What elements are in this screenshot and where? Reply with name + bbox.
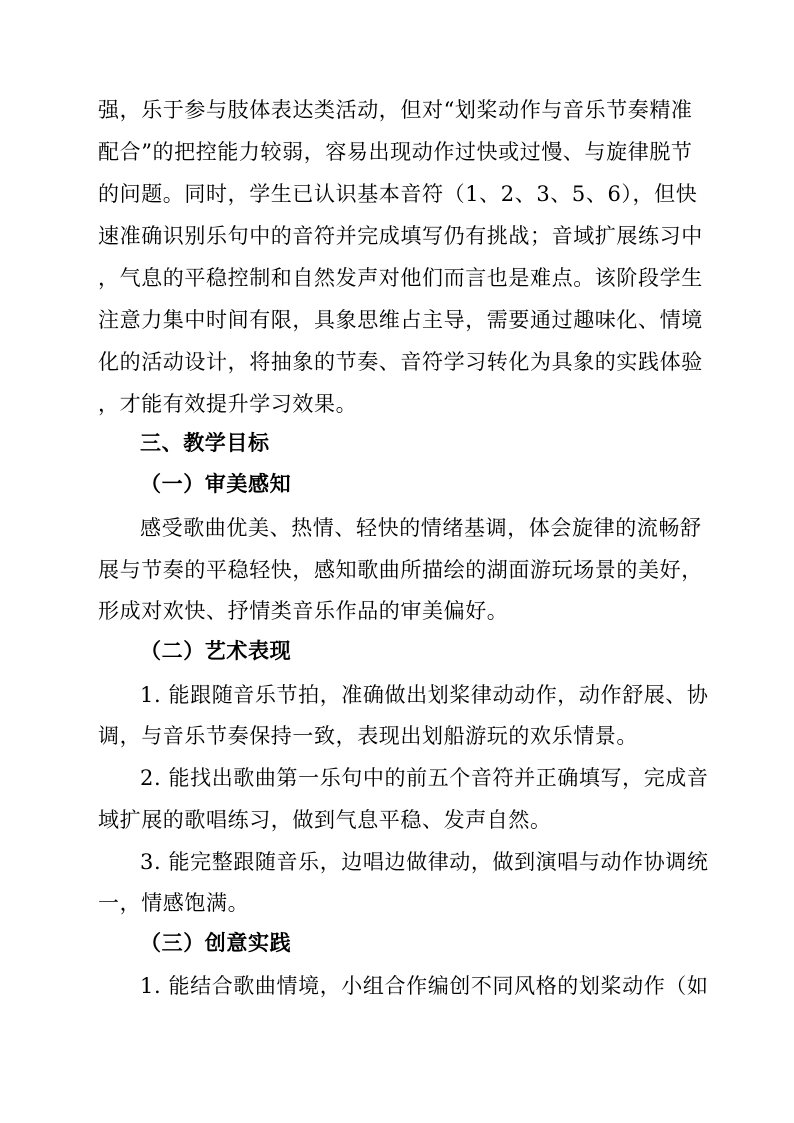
subsection-heading: （三）创意实践 bbox=[140, 931, 292, 955]
paragraph-line: 形成对欢快、抒情类音乐作品的审美偏好。 bbox=[98, 599, 509, 623]
section-heading: 三、教学目标 bbox=[140, 431, 270, 455]
paragraph-line: 的问题。同时，学生已认识基本音符（1、2、3、5、6），但快 bbox=[98, 182, 698, 206]
list-item-line: 域扩展的歌唱练习，做到气息平稳、发声自然。 bbox=[98, 808, 552, 832]
paragraph-line: 感受歌曲优美、热情、轻快的情绪基调，体会旋律的流畅舒 bbox=[140, 516, 702, 540]
list-item-line: 1. 能结合歌曲情境，小组合作编创不同风格的划桨动作（如 bbox=[140, 974, 709, 998]
subsection-heading: （一）审美感知 bbox=[140, 472, 292, 496]
list-item-line: 一，情感饱满。 bbox=[98, 891, 250, 915]
paragraph-line: 化的活动设计，将抽象的节奏、音符学习转化为具象的实践体验 bbox=[98, 350, 703, 374]
list-item-line: 3. 能完整跟随音乐，边唱边做律动，做到演唱与动作协调统 bbox=[140, 850, 709, 874]
paragraph-line: 展与节奏的平稳轻快，感知歌曲所描绘的湖面游玩场景的美好， bbox=[98, 558, 703, 582]
list-item-line: 1. 能跟随音乐节拍，准确做出划桨律动动作，动作舒展、协 bbox=[140, 683, 709, 707]
paragraph-line: 配合”的把控能力较弱，容易出现动作过快或过慢、与旋律脱节 bbox=[98, 140, 693, 164]
subsection-heading: （二）艺术表现 bbox=[140, 639, 292, 663]
paragraph-line: ，气息的平稳控制和自然发声对他们而言也是难点。该阶段学生 bbox=[98, 266, 703, 290]
paragraph-line: 速准确识别乐句中的音符并完成填写仍有挑战；音域扩展练习中 bbox=[98, 224, 703, 248]
paragraph-line: ，才能有效提升学习效果。 bbox=[98, 392, 358, 416]
list-item-line: 2. 能找出歌曲第一乐句中的前五个音符并正确填写，完成音 bbox=[140, 766, 709, 790]
paragraph-line: 注意力集中时间有限，具象思维占主导，需要通过趣味化、情境 bbox=[98, 308, 703, 332]
paragraph-line: 强，乐于参与肢体表达类活动，但对“划桨动作与音乐节奏精准 bbox=[98, 98, 693, 122]
list-item-line: 调，与音乐节奏保持一致，表现出划船游玩的欢乐情景。 bbox=[98, 724, 638, 748]
